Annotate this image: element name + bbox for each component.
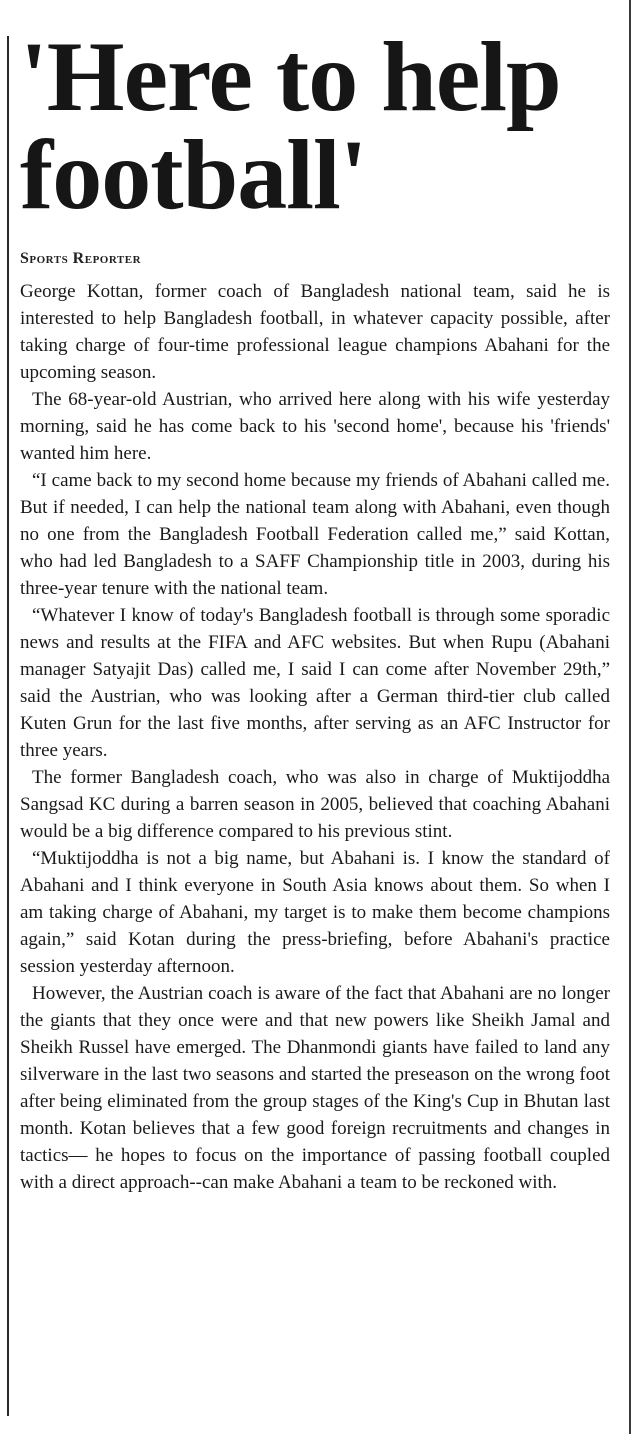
headline-line-2: football' [20,119,367,230]
article-body [20,278,610,1196]
paragraph: “I came back to my second home because my friends of Abahani called me. But if needed, I can help the national team along with Abahani, even though no one from the Bangladesh Football Federation called me,” said Kottan, who had led Bangladesh to a SAFF Championship title in 2003, during his three-year tenure with the national team. [20,470,610,599]
paragraph: However, the Austrian coach is aware of the fact that Abahani are no longer the giants that they once were and that new powers like Sheikh Jamal and Sheikh Russel have emerged. The Dhanmondi giants have failed to land any silverware in the last two seasons and started the preseason on the wrong foot after being eliminated from the group stages of the King's Cup in Bhutan last month. Kotan believes that a few good foreign recruitments and changes in tactics— he hopes to focus on the importance of passing football coupled with a direct approach--can make Abahani a team to be reckoned with. [20,983,610,1193]
column-rule-right [629,0,631,1434]
paragraph: The former Bangladesh coach, who was also in charge of Muktijoddha Sangsad KC during a barren season in 2005, believed that coaching Abahani would be a big difference compared to his previous stint. [20,767,610,842]
paragraph: “Muktijoddha is not a big name, but Abahani is. I know the standard of Abahani and I think everyone in South Asia knows about them. So when I am taking charge of Abahani, my target is to make them become champions again,” said Kotan during the press-briefing, before Abahani's practice session yesterday afternoon. [20,848,610,977]
paragraph: The 68-year-old Austrian, who arrived here along with his wife yesterday morning, said he has come back to his 'second home', because his 'friends' wanted him here. [20,389,610,464]
byline: Sports Reporter [20,250,142,267]
paragraph: George Kottan, former coach of Bangladesh national team, said he is interested to help Bangladesh football, in whatever capacity possible, after taking charge of four-time professional league champions Abahani for the upcoming season. [20,281,610,383]
headline-line-1: 'Here to help [20,21,561,132]
paragraph: “Whatever I know of today's Bangladesh football is through some sporadic news and results at the FIFA and AFC websites. But when Rupu (Abahani manager Satyajit Das) called me, I said I can come after November 29th,” said the Austrian, who was looking after a German third-tier club called Kuten Grun for the last five months, after serving as an AFC Instructor for three years. [20,605,610,761]
column-rule-left [7,36,9,1416]
news-article [20,21,610,1196]
headline [20,21,610,230]
